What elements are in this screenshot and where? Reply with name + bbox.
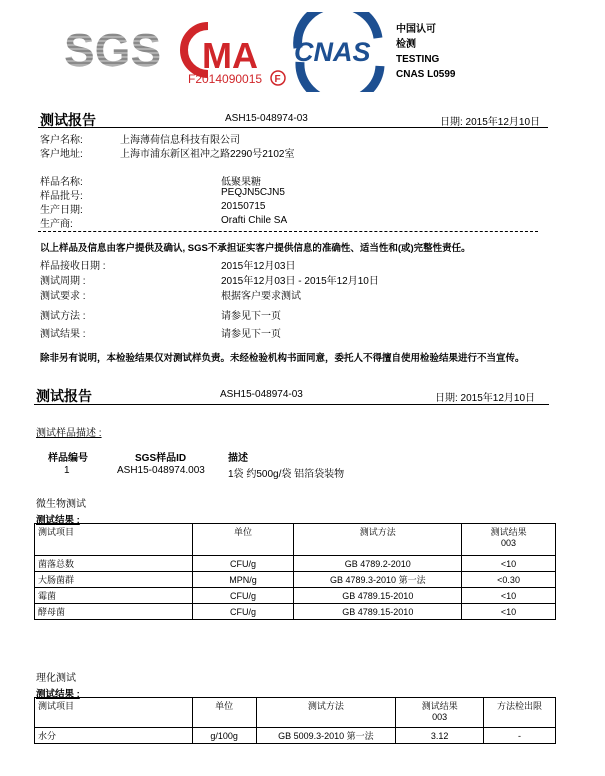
table-cell: 水分 (35, 728, 193, 744)
micro-table (34, 523, 556, 620)
header-cell-line: 003 (501, 538, 517, 548)
info-label: 测试周期 : (40, 276, 86, 287)
table-row (35, 604, 556, 620)
table-cell: 菌落总数 (35, 556, 193, 572)
info-value: 根据客户要求测试 (221, 291, 301, 302)
sgs-logo-text: SGS (64, 24, 162, 72)
sample-value: 20150715 (221, 201, 266, 212)
section-title: 微生物测试 (36, 499, 86, 510)
header-cell: 测试项目 (35, 524, 193, 556)
table-row (35, 588, 556, 604)
sample-col-header: SGS样品ID (135, 453, 187, 464)
sample-label: 生产日期: (40, 205, 83, 216)
header-cell-line: 测试结果 (421, 701, 458, 711)
table-cell: - (484, 728, 556, 744)
sample-col-header: 样品编号 (48, 453, 88, 464)
cma-code: F2014090015 (188, 72, 263, 86)
report-title: 测试报告 (40, 112, 96, 128)
cnas-logo (290, 12, 390, 92)
header-cell: 测试项目 (35, 698, 193, 728)
client-label: 客户名称: (40, 135, 83, 146)
info-value: 请参见下一页 (221, 311, 281, 322)
table-cell: GB 4789.15-2010 (294, 588, 462, 604)
accreditation-block (396, 22, 455, 82)
info-value: 请参见下一页 (221, 329, 281, 340)
sample-cell: ASH15-048974.003 (117, 465, 205, 476)
sample-label: 样品名称: (40, 177, 83, 188)
report-date: 日期: 2015年12月10日 (440, 117, 541, 128)
divider (34, 404, 549, 405)
report-number: ASH15-048974-03 (220, 389, 303, 400)
info-label: 测试要求 : (40, 291, 86, 302)
table-cell: CFU/g (192, 604, 294, 620)
table-row (35, 728, 556, 744)
sample-value: PEQJN5CJN5 (221, 187, 285, 198)
table-cell: GB 4789.2-2010 (294, 556, 462, 572)
accred-line: CNAS L0599 (396, 69, 456, 80)
accred-line: 中国认可 (396, 24, 436, 35)
table-cell: <0.30 (462, 572, 556, 588)
sample-value: 低聚果糖 (221, 177, 261, 188)
sample-label: 生产商: (40, 219, 73, 230)
report-number: ASH15-048974-03 (225, 113, 308, 124)
cma-logo-text: MA (202, 35, 258, 76)
disclaimer: 以上样品及信息由客户提供及确认, SGS不承担证实客户提供信息的准确性、适当性和(或)完整性责任。 (40, 243, 471, 254)
sample-cell: 1 (64, 465, 70, 476)
table-row (35, 556, 556, 572)
report-title: 测试报告 (36, 388, 92, 404)
client-label: 客户地址: (40, 149, 83, 160)
footer-note: 除非另有说明，本检验结果仅对测试样负责。未经检验机构书面同意，委托人不得擅自使用检验结果进行不当宣传。 (40, 353, 525, 364)
table-cell: 3.12 (396, 728, 484, 744)
table-cell: GB 4789.15-2010 (294, 604, 462, 620)
sample-desc-title: 测试样品描述 : (36, 428, 102, 439)
table-cell: <10 (462, 588, 556, 604)
accred-line: 检测 (396, 39, 416, 50)
cma-r-mark: F (274, 74, 281, 85)
header-cell: 单位 (192, 524, 294, 556)
table-cell: g/100g (192, 728, 256, 744)
client-value: 上海市浦东新区祖冲之路2290号2102室 (120, 149, 295, 160)
result-label: 测试结果 : (36, 515, 80, 526)
table-row (35, 572, 556, 588)
sample-label: 样品批号: (40, 191, 83, 202)
table-cell: CFU/g (192, 588, 294, 604)
table-cell: MPN/g (192, 572, 294, 588)
sgs-logo (62, 22, 164, 72)
table-cell: <10 (462, 556, 556, 572)
info-value: 2015年12月03日 - 2015年12月10日 (221, 276, 379, 287)
info-label: 测试结果 : (40, 329, 86, 340)
table-cell: <10 (462, 604, 556, 620)
sample-value: Orafti Chile SA (221, 215, 288, 226)
info-value: 2015年12月03日 (221, 261, 296, 272)
dotted-divider (38, 231, 538, 232)
report-date: 日期: 2015年12月10日 (435, 393, 536, 404)
header-cell: 单位 (192, 698, 256, 728)
header-cell: 方法检出限 (484, 698, 556, 728)
header-cell (396, 698, 484, 728)
table-cell: 霉菌 (35, 588, 193, 604)
header-cell (462, 524, 556, 556)
table-cell: GB 4789.3-2010 第一法 (294, 572, 462, 588)
table-cell: 大肠菌群 (35, 572, 193, 588)
header-cell-line: 测试结果 (490, 527, 527, 537)
table-cell: CFU/g (192, 556, 294, 572)
table-cell: 酵母菌 (35, 604, 193, 620)
table-cell: GB 5009.3-2010 第一法 (256, 728, 396, 744)
client-value: 上海薄荷信息科技有限公司 (120, 135, 240, 146)
header-cell: 测试方法 (294, 524, 462, 556)
info-label: 测试方法 : (40, 311, 86, 322)
divider (38, 127, 548, 128)
header-cell: 测试方法 (256, 698, 396, 728)
sample-col-header: 描述 (228, 453, 248, 464)
header-cell-line: 003 (432, 712, 448, 722)
sample-cell: 1袋 约500g/袋 铝箔袋装物 (228, 469, 345, 480)
accred-line: TESTING (396, 54, 440, 65)
result-label: 测试结果 : (36, 689, 80, 700)
cnas-logo-text: CNAS (294, 37, 371, 67)
chem-table (34, 697, 556, 744)
info-label: 样品接收日期 : (40, 261, 106, 272)
section-title: 理化测试 (36, 673, 76, 684)
